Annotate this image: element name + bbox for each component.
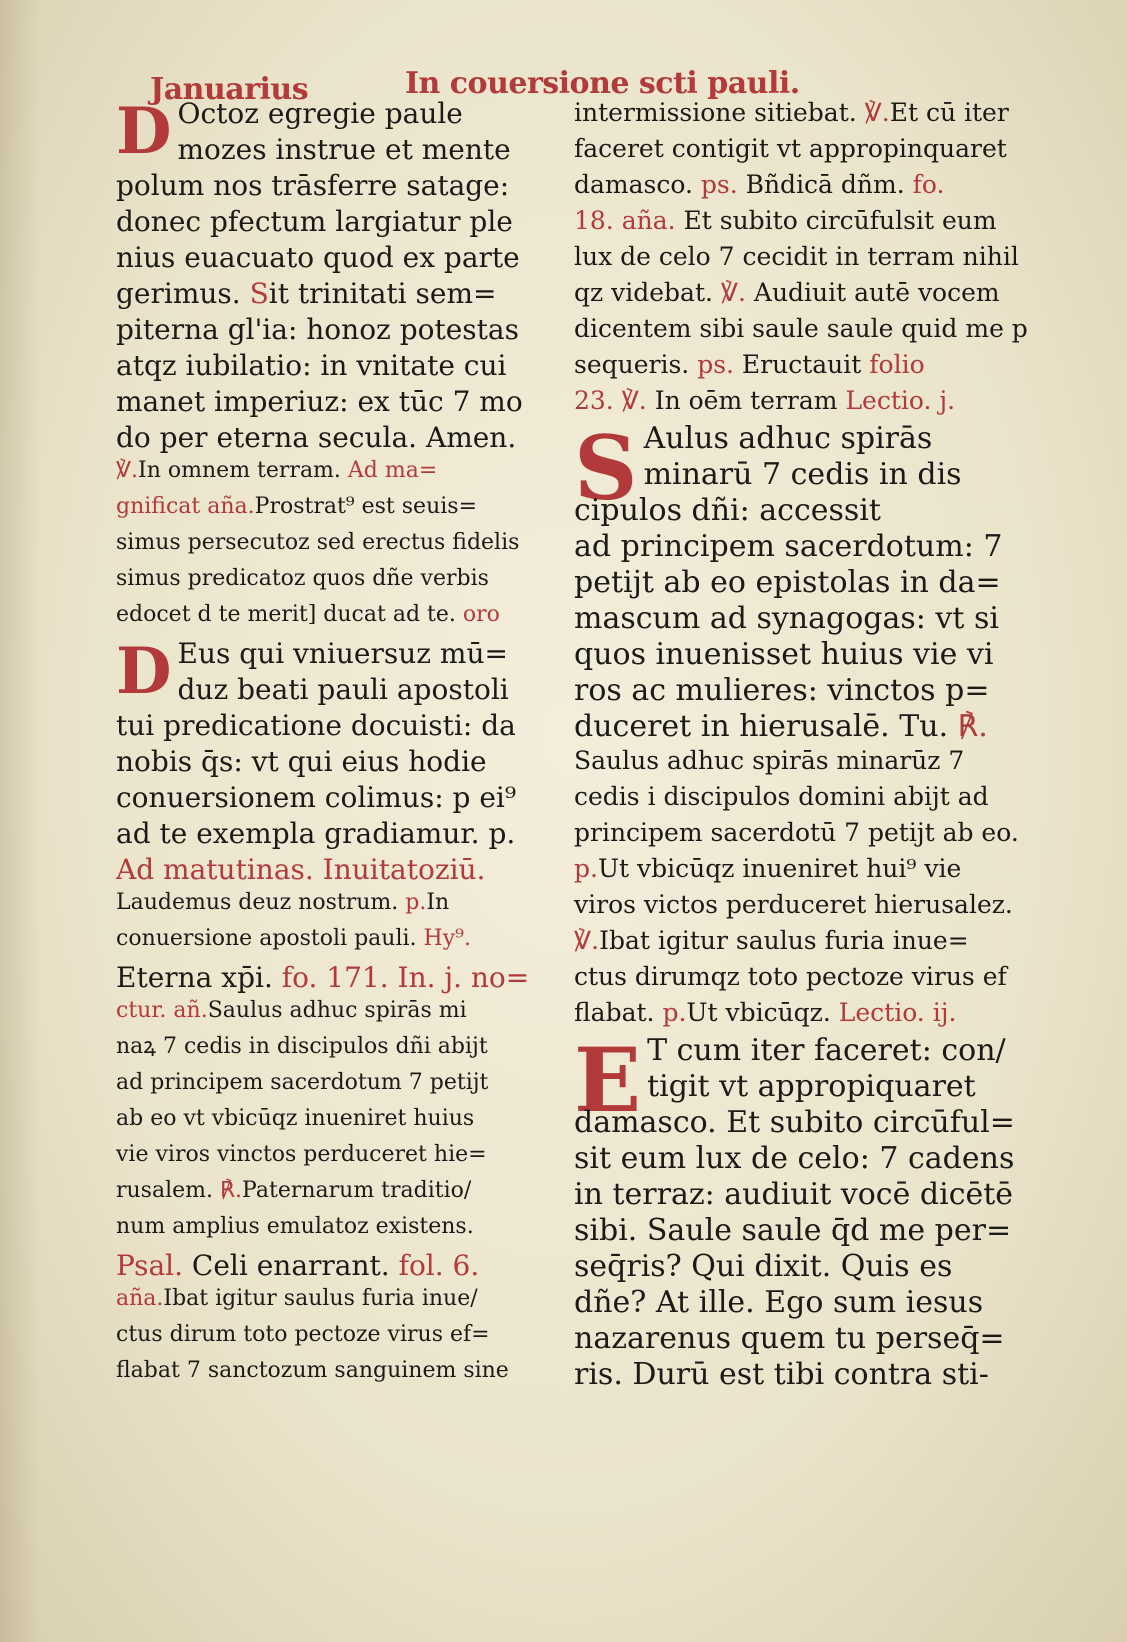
body-text: manet imperiuz: ex tūc 7 mo xyxy=(116,385,523,418)
left-column-line xyxy=(116,1000,586,1036)
left-column-line xyxy=(116,853,586,892)
body-text: naꝝ 7 cedis in discipulos dñi abijt xyxy=(116,1034,488,1059)
body-text: faceret contigit vt appropinquaret xyxy=(574,134,1007,163)
body-text: tigit vt appropiquaret xyxy=(647,1069,976,1104)
body-text: Celi enarrant. xyxy=(183,1249,399,1282)
body-text: Paternarum traditio/ xyxy=(242,1178,472,1203)
right-column-line xyxy=(574,100,1044,136)
body-text: Ut vbicūqz. xyxy=(686,998,839,1027)
body-text: lux de celo 7 cecidit in terram nihil xyxy=(574,242,1019,271)
rubric-text: Lectio. j. xyxy=(845,386,956,415)
header-month: Januarius xyxy=(150,72,309,107)
body-text: duz beati pauli apostoli xyxy=(177,673,509,706)
body-text: Ibat igitur saulus furia inue/ xyxy=(163,1286,478,1311)
rubric-text: ℣. xyxy=(864,98,890,127)
rubric-text: ctur. añ. xyxy=(116,998,208,1023)
right-column-line xyxy=(574,892,1044,928)
rubric-text: p. xyxy=(405,890,427,915)
body-text: edocet d te merit] ducat ad te. xyxy=(116,602,463,627)
rubric-text: Lectio. ij. xyxy=(838,998,957,1027)
body-text: intermissione sitiebat. xyxy=(574,98,865,127)
rubric-text: Ad matutinas. Inuitatoziū. xyxy=(116,853,486,886)
body-text: Ibat igitur saulus furia inue= xyxy=(599,926,969,955)
left-column-line xyxy=(116,604,586,640)
rubric-text: folio xyxy=(869,350,925,379)
left-column-line xyxy=(116,277,586,316)
left-column-line xyxy=(116,568,586,604)
right-column-line xyxy=(574,529,1044,568)
rubric-text: ps. xyxy=(700,170,738,199)
body-text: ctus dirumqz toto pectoze virus ef xyxy=(574,962,1007,991)
left-column-line xyxy=(116,709,586,748)
right-column-line xyxy=(574,316,1044,352)
right-column-line xyxy=(574,928,1044,964)
rubric-text: ps. xyxy=(697,350,734,379)
right-column-line xyxy=(574,172,1044,208)
body-text: T cum iter faceret: con/ xyxy=(647,1033,1006,1068)
body-text: mascum ad synagogas: vt si xyxy=(574,601,999,636)
left-column-line xyxy=(116,1072,586,1108)
rubric-text: 23. ℣. xyxy=(574,386,647,415)
right-column-line xyxy=(574,136,1044,172)
body-text: flabat. xyxy=(574,998,663,1027)
body-text: Saulus adhuc spirās minarūz 7 xyxy=(574,746,965,775)
decorated-initial: E xyxy=(574,1028,642,1132)
right-text-column xyxy=(574,100,1044,1396)
right-column-line xyxy=(574,1177,1044,1216)
right-column-line xyxy=(574,1249,1044,1288)
body-text: Eus qui vniuersuz mū= xyxy=(177,637,508,670)
rubric-text: ℣. xyxy=(116,458,139,483)
rubric-text: fo. 171. In. j. no= xyxy=(281,961,530,994)
body-text: ad principem sacerdotum: 7 xyxy=(574,529,1003,564)
body-text: In xyxy=(426,890,450,915)
left-column-line xyxy=(116,673,586,712)
body-text: Et subito circūfulsit eum xyxy=(675,206,997,235)
body-text: petijt ab eo epistolas in da= xyxy=(574,565,1001,600)
rubric-text: 18. aña. xyxy=(574,206,676,235)
right-column-line xyxy=(574,964,1044,1000)
body-text: duceret in hierusalē. Tu. xyxy=(574,709,958,744)
right-column-line xyxy=(574,208,1044,244)
body-text: in terraz: audiuit vocē dicētē xyxy=(574,1177,1014,1212)
left-column-line xyxy=(116,1180,586,1216)
rubric-text: ℣. xyxy=(574,926,600,955)
left-column-line xyxy=(116,349,586,388)
rubric-text: p. xyxy=(574,854,598,883)
right-column-line xyxy=(574,352,1044,388)
body-text: principem sacerdotū 7 petijt ab eo. xyxy=(574,818,1019,847)
body-text: Ut vbicūqz inueniret hui⁹ vie xyxy=(597,854,962,883)
rubric-text: ℣. xyxy=(720,278,746,307)
left-column-line xyxy=(116,241,586,280)
body-text: conuersione apostoli pauli. xyxy=(116,926,424,951)
body-text: nobis q̄s: vt qui eius hodie xyxy=(116,745,487,778)
body-text: vie viros vinctos perduceret hie= xyxy=(116,1142,487,1167)
right-column-line xyxy=(574,748,1044,784)
left-column-line xyxy=(116,385,586,424)
rubric-text: ℟. xyxy=(220,1178,243,1203)
body-text: seq̄ris? Qui dixit. Quis es xyxy=(574,1249,953,1284)
body-text: num amplius emulatoz existens. xyxy=(116,1214,474,1239)
right-column-line xyxy=(574,601,1044,640)
body-text: ros ac mulieres: vinctos p= xyxy=(574,673,990,708)
rubric-text: p. xyxy=(662,998,687,1027)
body-text: ris. Durū est tibi contra sti- xyxy=(574,1357,989,1392)
right-column-line xyxy=(574,1357,1044,1396)
body-text: cedis i discipulos domini abijt ad xyxy=(574,782,989,811)
body-text: simus predicatoz quos dñe verbis xyxy=(116,566,489,591)
right-column-line xyxy=(574,1069,1044,1108)
right-column-line xyxy=(574,565,1044,604)
body-text: Aulus adhuc spirās xyxy=(643,421,933,456)
right-column-line xyxy=(574,709,1044,748)
left-column-line xyxy=(116,169,586,208)
left-column-line xyxy=(116,817,586,856)
body-text: Octoz egregie paule xyxy=(177,97,463,130)
decorated-initial: D xyxy=(116,634,172,709)
right-column-line xyxy=(574,1213,1044,1252)
body-text: qz videbat. xyxy=(574,278,721,307)
body-text: minarū 7 cedis in dis xyxy=(643,457,962,492)
right-column-line xyxy=(574,244,1044,280)
body-text: damasco. Et subito circūful= xyxy=(574,1105,1015,1140)
body-text: dicentem sibi saule saule quid me p xyxy=(574,314,1028,343)
body-text: sibi. Saule saule q̄d me per= xyxy=(574,1213,1012,1248)
left-column-line xyxy=(116,496,586,532)
rubric-text: aña. xyxy=(116,1286,164,1311)
right-column-line xyxy=(574,856,1044,892)
body-text: Saulus adhuc spirās mi xyxy=(207,998,467,1023)
left-column-line xyxy=(116,1108,586,1144)
right-column-line xyxy=(574,1000,1044,1036)
body-text: Audiuit autē vocem xyxy=(745,278,1000,307)
body-text: do per eterna secula. Amen. xyxy=(116,421,517,454)
body-text: Bñdicā dñm. xyxy=(737,170,913,199)
left-column-line xyxy=(116,961,586,1000)
body-text: nazarenus quem tu perseq̄= xyxy=(574,1321,1005,1356)
decorated-initial: D xyxy=(116,94,172,169)
left-column-line xyxy=(116,1216,586,1252)
left-column-line xyxy=(116,313,586,352)
right-column-line xyxy=(574,784,1044,820)
left-column-line xyxy=(116,1324,586,1360)
left-column-line xyxy=(116,133,586,172)
body-text: Eructauit xyxy=(733,350,870,379)
left-column-line xyxy=(116,1144,586,1180)
body-text: polum nos trāsferre satage: xyxy=(116,169,510,202)
left-column-line xyxy=(116,781,586,820)
body-text: quos inuenisset huius vie vi xyxy=(574,637,994,672)
left-column-line xyxy=(116,1249,586,1288)
body-text: ab eo vt vbicūqz inueniret huius xyxy=(116,1106,475,1131)
body-text: conuersionem colimus: p ei⁹ xyxy=(116,781,517,814)
body-text: In omnem terram. xyxy=(138,458,348,483)
body-text: In oēm terram xyxy=(646,386,846,415)
rubric-text: gnificat aña. xyxy=(116,494,255,519)
left-column-line xyxy=(116,745,586,784)
rubric-text: S xyxy=(249,277,269,310)
body-text: ad te exempla gradiamur. p. xyxy=(116,817,516,850)
right-column-line xyxy=(574,637,1044,676)
body-text: dñe? At ille. Ego sum iesus xyxy=(574,1285,984,1320)
right-column-line xyxy=(574,1321,1044,1360)
body-text: nius euacuato quod ex parte xyxy=(116,241,520,274)
right-column-line xyxy=(574,457,1044,496)
left-column-line xyxy=(116,460,586,496)
right-column-line xyxy=(574,1105,1044,1144)
body-text: it trinitati sem= xyxy=(268,277,497,310)
rubric-text: oro xyxy=(462,602,500,627)
rubric-text: fo. xyxy=(912,170,945,199)
right-column-line xyxy=(574,1285,1044,1324)
left-column-line xyxy=(116,1288,586,1324)
body-text: Et cū iter xyxy=(889,98,1009,127)
body-text: Prostrat⁹ est seuis= xyxy=(254,494,478,519)
body-text: Laudemus deuz nostrum. xyxy=(116,890,406,915)
right-column-line xyxy=(574,388,1044,424)
page-edge-shadow xyxy=(0,0,40,1642)
body-text: Eterna xp̄i. xyxy=(116,961,282,994)
body-text: simus persecutoz sed erectus fidelis xyxy=(116,530,520,555)
rubric-text: Hy⁹. xyxy=(423,926,471,951)
body-text: flabat 7 sanctozum sanguinem sine xyxy=(116,1358,509,1383)
right-column-line xyxy=(574,493,1044,532)
body-text: viros victos perduceret hierusalez. xyxy=(574,890,1013,919)
left-column-line xyxy=(116,1360,586,1396)
left-column-line xyxy=(116,892,586,928)
left-text-column xyxy=(116,94,586,1396)
rubric-text: fol. 6. xyxy=(398,1249,480,1282)
body-text: ctus dirum toto pectoze virus ef= xyxy=(116,1322,490,1347)
body-text: atqz iubilatio: in vnitate cui xyxy=(116,349,507,382)
body-text: tui predicatione docuisti: da xyxy=(116,709,516,742)
body-text: sequeris. xyxy=(574,350,698,379)
header-feast-title: In couersione scti pauli. xyxy=(405,66,800,101)
decorated-initial: S xyxy=(574,416,638,520)
body-text: donec pfectum largiatur ple xyxy=(116,205,513,238)
body-text: sit eum lux de celo: 7 cadens xyxy=(574,1141,1015,1176)
right-column-line xyxy=(574,820,1044,856)
right-column-line xyxy=(574,673,1044,712)
body-text: gerimus. xyxy=(116,277,250,310)
left-column-line xyxy=(116,1036,586,1072)
body-text: ad principem sacerdotum 7 petijt xyxy=(116,1070,489,1095)
left-column-line xyxy=(116,928,586,964)
body-text: cipulos dñi: accessit xyxy=(574,493,881,528)
left-column-line xyxy=(116,421,586,460)
left-column-line xyxy=(116,205,586,244)
body-text: mozes instrue et mente xyxy=(177,133,511,166)
right-column-line xyxy=(574,1141,1044,1180)
right-column-line xyxy=(574,280,1044,316)
body-text: damasco. xyxy=(574,170,701,199)
rubric-text: Ad ma= xyxy=(347,458,438,483)
rubric-text: Psal. xyxy=(116,1249,184,1282)
left-column-line xyxy=(116,532,586,568)
body-text: rusalem. xyxy=(116,1178,220,1203)
body-text: piterna gl'ia: honoz potestas xyxy=(116,313,519,346)
rubric-text: ℟. xyxy=(957,709,988,744)
